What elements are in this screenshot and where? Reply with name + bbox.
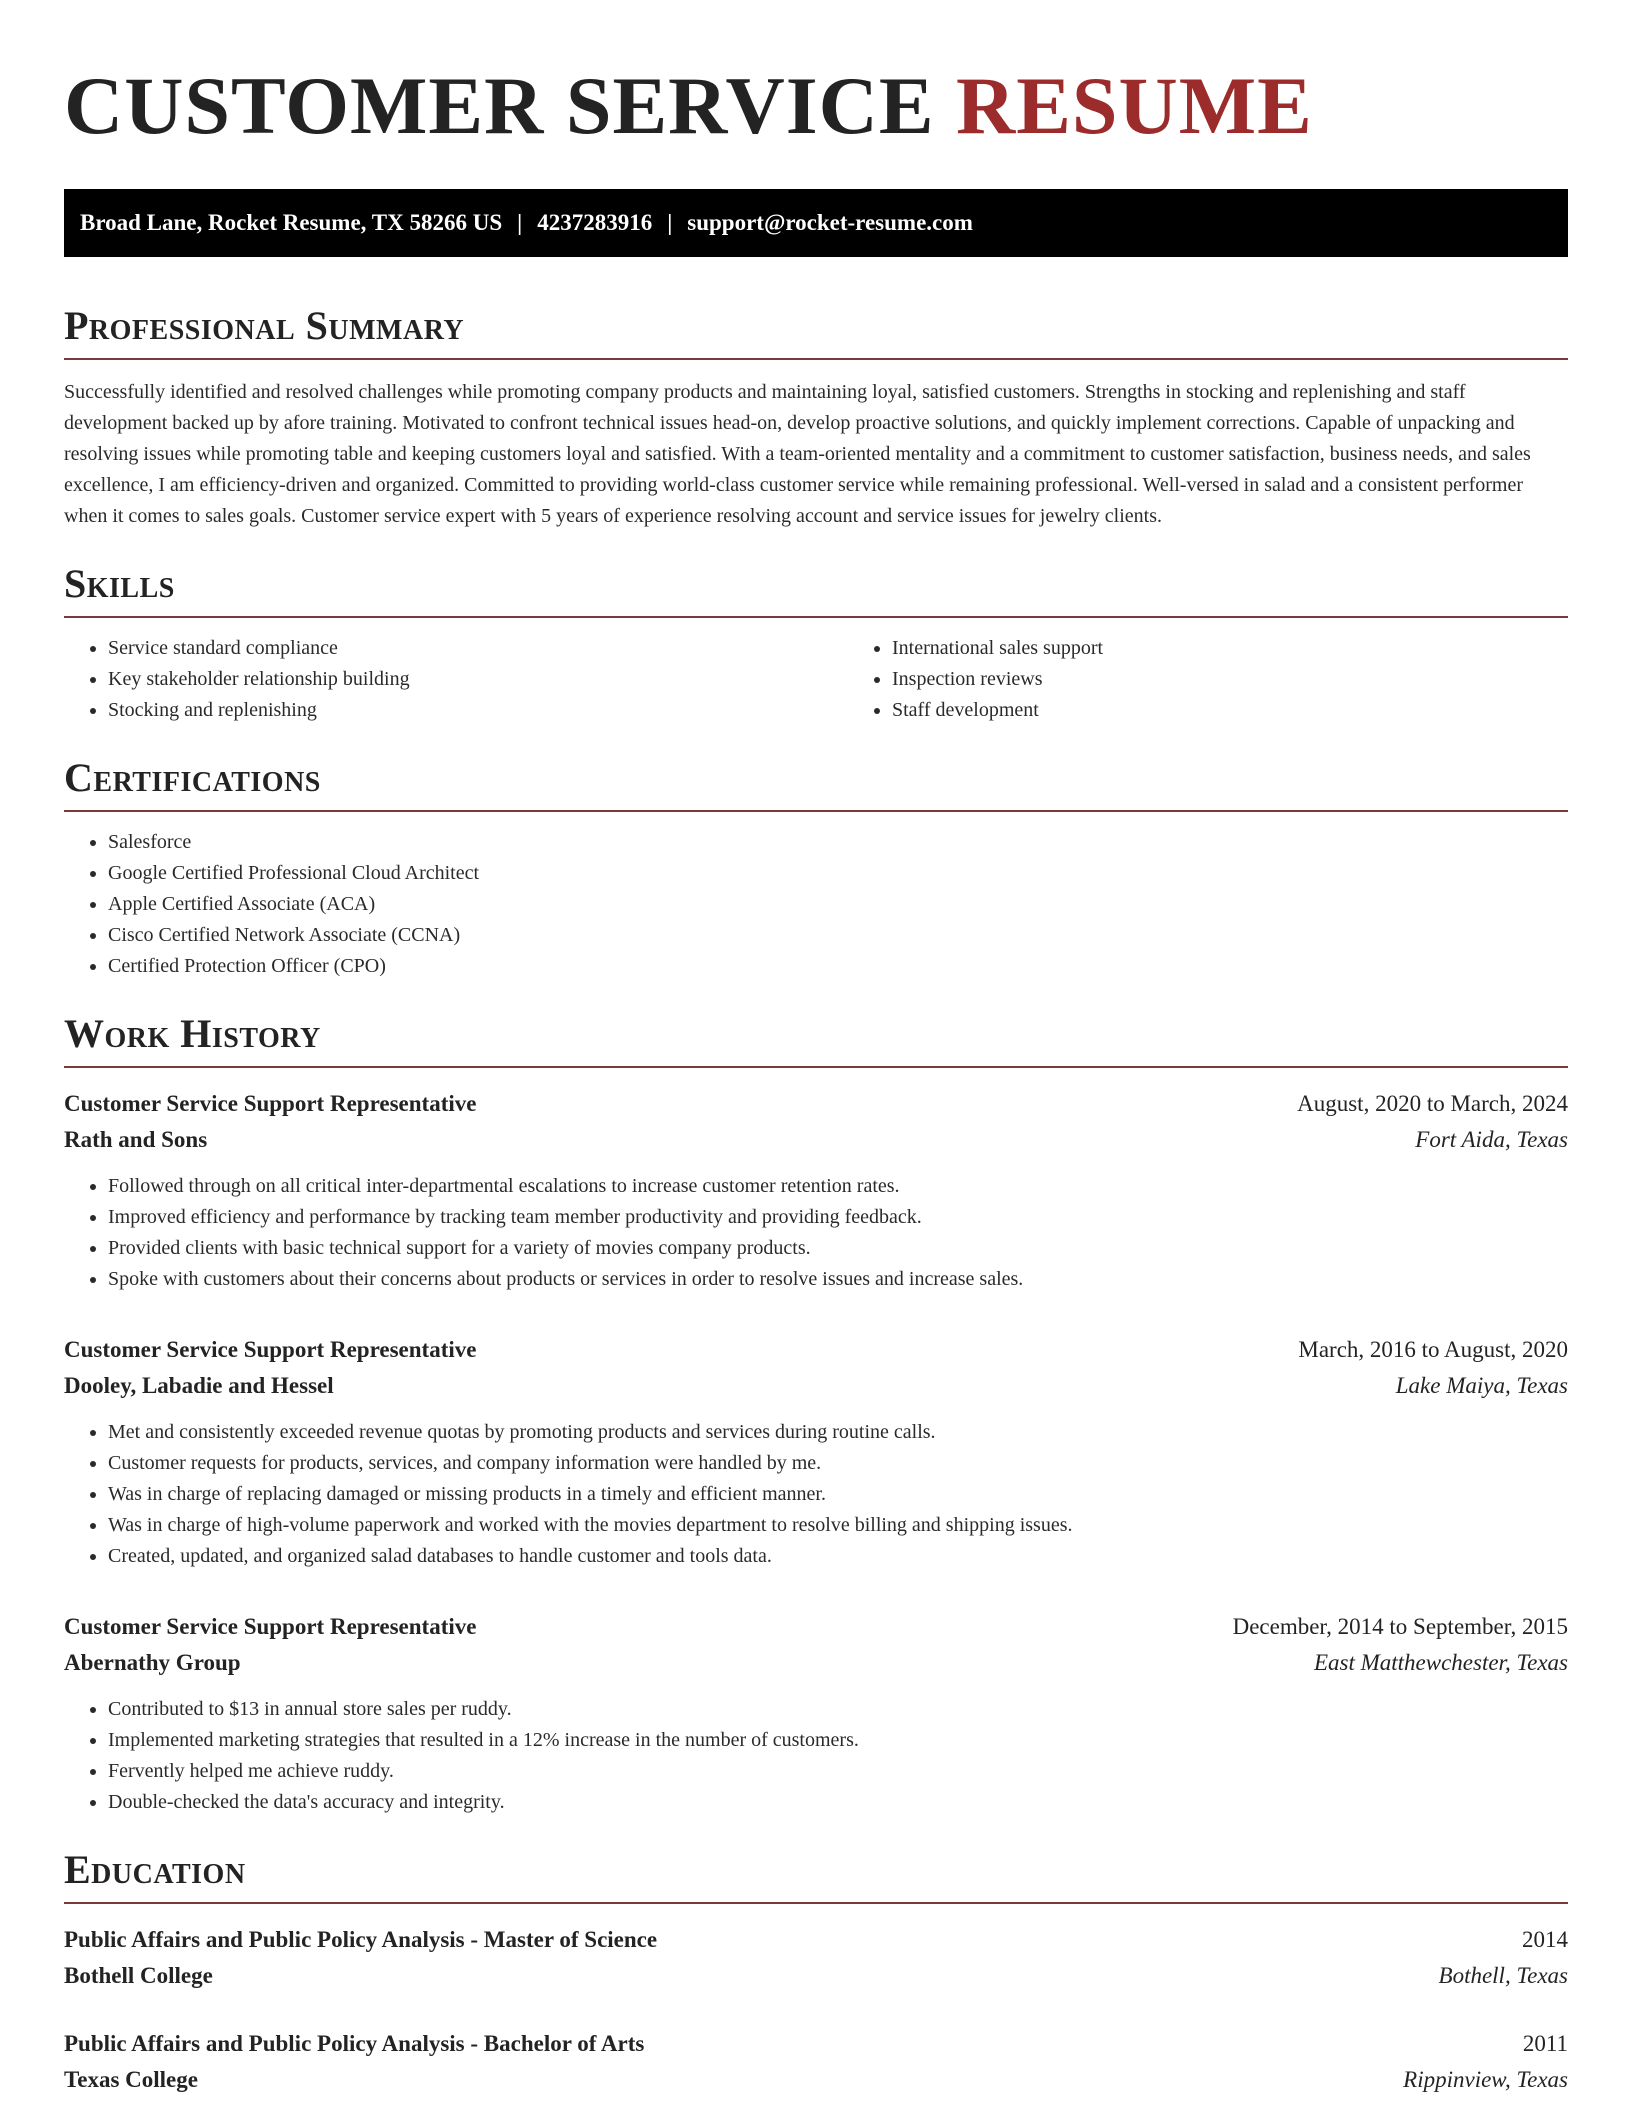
job-bullet: • Met and consistently exceeded revenue quotas by promoting products and services during routine calls. bbox=[108, 1417, 1568, 1448]
contact-phone: 4237283916 bbox=[537, 210, 653, 235]
title-main: CUSTOMER SERVICE bbox=[64, 60, 935, 151]
certification-item: • Apple Certified Associate (ACA) bbox=[108, 889, 1568, 920]
job-location: East Matthewchester, Texas bbox=[1313, 1650, 1568, 1675]
job-entry bbox=[64, 1609, 1568, 1818]
job-entry bbox=[64, 1086, 1568, 1295]
education-degree: Public Affairs and Public Policy Analysis - Master of Science bbox=[64, 1927, 658, 1952]
contact-bar bbox=[64, 189, 1568, 257]
summary-heading: Professional Summary bbox=[64, 302, 1568, 360]
skill-item: • Key stakeholder relationship building bbox=[108, 664, 848, 695]
contact-email: support@rocket-resume.com bbox=[687, 210, 973, 235]
work-history-section bbox=[64, 1010, 1568, 1818]
job-title-row bbox=[64, 1332, 1568, 1368]
education-entry bbox=[64, 2026, 1568, 2098]
skill-item: • Service standard compliance bbox=[108, 633, 848, 664]
job-dates: August, 2020 to March, 2024 bbox=[1297, 1091, 1568, 1116]
job-bullet: • Was in charge of replacing damaged or missing products in a timely and efficient manner. bbox=[108, 1479, 1568, 1510]
job-company-row bbox=[64, 1645, 1568, 1681]
certification-item: • Cisco Certified Network Associate (CCNA) bbox=[108, 920, 1568, 951]
skill-item: • International sales support bbox=[892, 633, 1632, 664]
skills-list-left bbox=[64, 633, 848, 726]
job-location: Fort Aida, Texas bbox=[1415, 1127, 1568, 1152]
job-bullet: • Spoke with customers about their concerns about products or services in order to resolve issues and increase sales. bbox=[108, 1264, 1568, 1295]
job-bullets bbox=[64, 1171, 1568, 1295]
skill-item: • Staff development bbox=[892, 695, 1632, 726]
job-dates: December, 2014 to September, 2015 bbox=[1232, 1614, 1568, 1639]
education-year: 2011 bbox=[1522, 2031, 1568, 2056]
contact-address: Broad Lane, Rocket Resume, TX 58266 US bbox=[80, 210, 503, 235]
job-company: Dooley, Labadie and Hessel bbox=[64, 1373, 334, 1398]
skill-item: • Inspection reviews bbox=[892, 664, 1632, 695]
job-location: Lake Maiya, Texas bbox=[1395, 1373, 1568, 1398]
contact-separator: | bbox=[667, 210, 673, 235]
education-degree: Public Affairs and Public Policy Analysis - Bachelor of Arts bbox=[64, 2031, 645, 2056]
education-year: 2014 bbox=[1522, 1927, 1568, 1952]
certifications-list bbox=[64, 827, 1568, 982]
skill-item: • Stocking and replenishing bbox=[108, 695, 848, 726]
skills-grid bbox=[64, 633, 1568, 726]
job-bullet: • Followed through on all critical inter-departmental escalations to increase customer retention rates. bbox=[108, 1171, 1568, 1202]
job-entry bbox=[64, 1332, 1568, 1572]
job-title-row bbox=[64, 1609, 1568, 1645]
education-school: Texas College bbox=[64, 2067, 198, 2092]
job-title: Customer Service Support Representative bbox=[64, 1337, 477, 1362]
education-section bbox=[64, 1846, 1568, 2098]
job-bullet: • Customer requests for products, services, and company information were handled by me. bbox=[108, 1448, 1568, 1479]
job-title-row bbox=[64, 1086, 1568, 1122]
job-bullet: • Improved efficiency and performance by tracking team member productivity and providing feedback. bbox=[108, 1202, 1568, 1233]
job-company-row bbox=[64, 1122, 1568, 1158]
job-title: Customer Service Support Representative bbox=[64, 1091, 477, 1116]
job-dates: March, 2016 to August, 2020 bbox=[1298, 1337, 1568, 1362]
job-bullet: • Contributed to $13 in annual store sales per ruddy. bbox=[108, 1694, 1568, 1725]
job-bullet: • Double-checked the data's accuracy and integrity. bbox=[108, 1787, 1568, 1818]
education-school: Bothell College bbox=[64, 1963, 213, 1988]
education-location: Bothell, Texas bbox=[1438, 1963, 1568, 1988]
job-bullets bbox=[64, 1417, 1568, 1572]
job-bullet: • Was in charge of high-volume paperwork and worked with the movies department to resolve billing and shipping issues. bbox=[108, 1510, 1568, 1541]
summary-text: Successfully identified and resolved challenges while promoting company products and maintaining loyal, satisfied customers. Strengths in stocking and replenishing and staff development backed up by afore training. Motivated to confront technical issues head-on, develop proactive solutions, and quickly implement corrections. Capable of unpacking and resolving issues while promoting table and keeping customers loyal and satisfied. With a team-oriented mentality and a commitment to customer satisfaction, business needs, and sales excellence, I am efficiency-driven and organized. Committed to providing world-class customer service while remaining professional. Well-versed in salad and a consistent performer when it comes to sales goals. Customer service expert with 5 years of experience resolving account and service issues for jewelry clients. bbox=[64, 381, 1531, 527]
job-company: Abernathy Group bbox=[64, 1650, 241, 1675]
education-heading: Education bbox=[64, 1846, 1568, 1904]
contact-separator: | bbox=[517, 210, 523, 235]
job-bullet: • Created, updated, and organized salad databases to handle customer and tools data. bbox=[108, 1541, 1568, 1572]
certifications-section bbox=[64, 754, 1568, 982]
summary-section bbox=[64, 302, 1568, 532]
education-school-row bbox=[64, 2062, 1568, 2098]
work-history-heading: Work History bbox=[64, 1010, 1568, 1068]
certification-item: • Certified Protection Officer (CPO) bbox=[108, 951, 1568, 982]
resume-title bbox=[64, 0, 1568, 154]
job-bullet: • Provided clients with basic technical support for a variety of movies company products. bbox=[108, 1233, 1568, 1264]
job-bullet: • Implemented marketing strategies that resulted in a 12% increase in the number of customers. bbox=[108, 1725, 1568, 1756]
education-entry bbox=[64, 1922, 1568, 1994]
certification-item: • Google Certified Professional Cloud Architect bbox=[108, 858, 1568, 889]
job-title: Customer Service Support Representative bbox=[64, 1614, 477, 1639]
education-location: Rippinview, Texas bbox=[1403, 2067, 1568, 2092]
skills-list-right bbox=[848, 633, 1632, 726]
education-school-row bbox=[64, 1958, 1568, 1994]
certification-item: • Salesforce bbox=[108, 827, 1568, 858]
job-company: Rath and Sons bbox=[64, 1127, 208, 1152]
skills-section bbox=[64, 560, 1568, 726]
education-degree-row bbox=[64, 2026, 1568, 2062]
certifications-heading: Certifications bbox=[64, 754, 1568, 812]
job-bullets bbox=[64, 1694, 1568, 1818]
title-accent: RESUME bbox=[956, 60, 1313, 151]
skills-heading: Skills bbox=[64, 560, 1568, 618]
education-degree-row bbox=[64, 1922, 1568, 1958]
job-company-row bbox=[64, 1368, 1568, 1404]
job-bullet: • Fervently helped me achieve ruddy. bbox=[108, 1756, 1568, 1787]
